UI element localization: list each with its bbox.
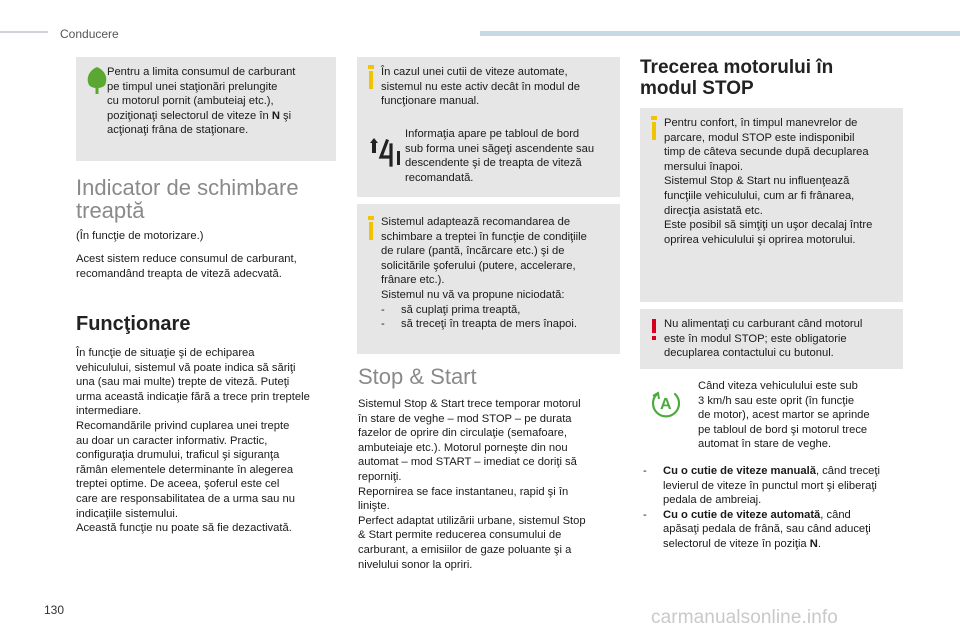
header-rule-left [0, 31, 48, 33]
stop-mode-title: Trecerea motorului în modul STOP [640, 57, 834, 99]
info-icon [369, 222, 373, 240]
refuel-warning-box: Nu alimentaţi cu carburant când motorul este în modul STOP; este obligatorie decuplarea contactului cu butonul. [640, 309, 903, 369]
gear-indicator-title: Indicator de schimbare treaptă [76, 175, 299, 223]
stop-start-text: Sistemul Stop & Start trece temporar motorul în stare de veghe – mod STOP – pe durata fazelor de oprire din circulaţie (semafoare, ambuteiaje etc.). Motorul porneşte din nou automat – mod START – imediat ce doriţi să reporniţi. Repornirea se face instantaneu, rapid şi în linişte. Perfect adaptat utilizării urbane, sistemul Stop & Start permite reducerea consumului de carburant, a emisiilor de gaze poluante şi a nivelului sonor la opriri. [358, 398, 586, 571]
intro-text: Acest sistem reduce consumul de carburant, recomandând treapta de viteză adecvată. [76, 253, 297, 280]
header-rule-right [480, 31, 960, 36]
eco-tip-line: cu motorul pornit (ambuteiaj etc.), [107, 95, 274, 108]
eco-tip-line: pe timpul unei staţionări prelungite [107, 80, 278, 93]
indicator-letter: A [660, 396, 672, 413]
auto-gearbox-info-box: În cazul unei cutii de viteze automate, sistemul nu este activ decât în modul de funcţionare manual. Informaţia apare pe tabloul de bord sub forma unei săgeţi ascendente sau descendente şi de treapta de viteză recomandată. [357, 57, 620, 197]
section-header: Conducere [60, 27, 119, 41]
list-item: - să treceţi în treapta de mers înapoi. [381, 317, 617, 332]
operation-text: În funcţie de situaţie şi de echiparea vehiculului, sistemul vă poate indica să săriţi una (sau mai multe) trepte de viteză. Puteţi urma această indicaţie fără a trece prin treptele intermediare. Recomandările privind cuplarea unei trepte au doar un caracter informativ. Practic, configuraţia drumului, traficul şi siguranţa rămân elementele determinante în alegerea treptei optime. De aceea, şoferul este cel care are responsabilitatea de a urma sau nu indicaţiile sistemului. Această funcţie nu poate să fie dezactivată. [76, 347, 310, 535]
adaptation-info-box: Sistemul adaptează recomandarea de schimbare a treptei în funcţie de condiţiile de rulare (pantă, încărcare etc.) şi de solicitările şoferului (putere, accelerare, frânare etc.). Sistemul nu vă va propune niciodată: - să cuplaţi prima treaptă, - să treceţi în treapta de mers înapoi. [357, 204, 620, 354]
list-item: - să cuplaţi prima treaptă, [381, 303, 617, 318]
warning-icon [652, 319, 656, 333]
eco-tip-line: acţionaţi frâna de staţionare. [107, 124, 249, 137]
eco-tip-box [76, 57, 336, 161]
stop-mode-indicator-icon [651, 390, 681, 420]
gear-shift-indicator-icon [367, 135, 401, 169]
motorization-note: (În funcţie de motorizare.) [76, 230, 204, 242]
eco-tip-line: Pentru a limita consumul de carburant [107, 66, 296, 78]
comfort-info-box: Pentru confort, în timpul manevrelor de parcare, modul STOP este indisponibil timp de câteva secunde după decuplarea mersului înapoi. Sistemul Stop & Start nu influenţează funcţiile vehiculului, cum ar fi frânarea, direcţia asistată etc. Este posibil să simţiţi un uşor decalaj între oprirea vehiculului şi oprirea motorului. [640, 108, 903, 302]
page-number: 130 [44, 603, 65, 617]
info-icon [369, 71, 373, 89]
eco-tip-line: poziţionaţi selectorul de viteze în N şi [107, 109, 292, 122]
stop-start-title: Stop & Start [358, 364, 477, 389]
indicator-text: Când viteza vehiculului este sub 3 km/h sau este oprit (în funcţie de motor), acest martor se aprinde pe tabloul de bord şi motorul trece automat în stare de veghe. [698, 380, 870, 451]
list-item: - Cu o cutie de viteze automată, când apăsaţi pedala de frână, sau când aduceţi selectorul de viteze în poziţia N. [643, 508, 913, 552]
watermark: carmanualsonline.info [651, 607, 838, 628]
list-item: - Cu o cutie de viteze manuală, când treceţi levierul de viteze în punctul mort şi eliberaţi pedala de ambreiaj. [643, 464, 913, 508]
stop-conditions-list [643, 464, 913, 552]
operation-title: Funcţionare [76, 313, 191, 335]
info-icon [652, 122, 656, 140]
